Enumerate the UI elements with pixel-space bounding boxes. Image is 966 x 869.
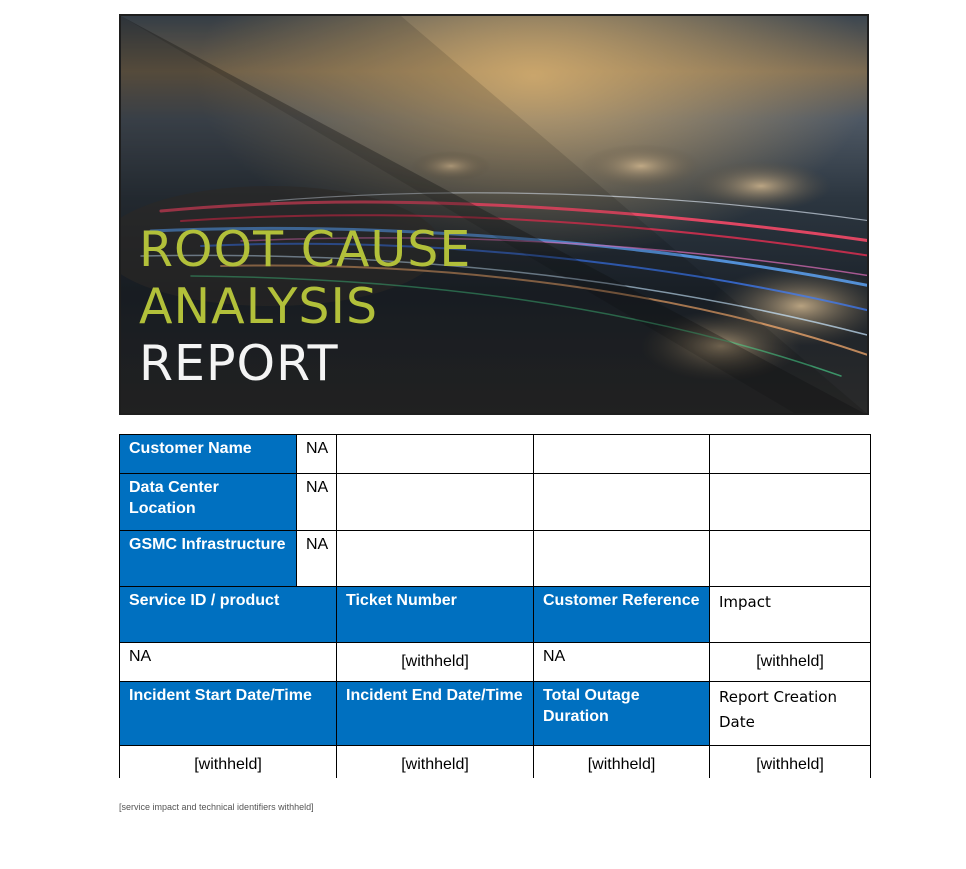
data-center-label: Data Center Location xyxy=(120,474,297,531)
ticket-number-label: Ticket Number xyxy=(337,587,534,643)
incident-end-value: [withheld] xyxy=(337,746,534,778)
customer-name-label: Customer Name xyxy=(120,435,297,474)
impact-label: Impact xyxy=(710,587,871,643)
customer-reference-value: NA xyxy=(534,643,710,682)
cover-title xyxy=(139,221,471,392)
gsmc-label: GSMC Infrastructure xyxy=(120,531,297,587)
data-center-value: NA xyxy=(297,474,337,531)
empty-cell xyxy=(337,531,534,587)
total-outage-label: Total Outage Duration xyxy=(534,682,710,746)
incident-end-label: Incident End Date/Time xyxy=(337,682,534,746)
empty-cell xyxy=(534,435,710,474)
empty-cell xyxy=(534,531,710,587)
report-info-table xyxy=(119,434,871,778)
empty-cell xyxy=(337,474,534,531)
incident-start-label: Incident Start Date/Time xyxy=(120,682,337,746)
service-id-value: NA xyxy=(120,643,337,682)
table-row xyxy=(120,435,871,474)
impact-value: [withheld] xyxy=(710,643,871,682)
empty-cell xyxy=(710,435,871,474)
table-row xyxy=(120,682,871,746)
table-row xyxy=(120,643,871,682)
empty-cell xyxy=(534,474,710,531)
cover-image xyxy=(119,14,869,415)
cover-title-line-2: ANALYSIS xyxy=(139,278,379,335)
service-id-label: Service ID / product xyxy=(120,587,337,643)
empty-cell xyxy=(710,531,871,587)
ticket-number-value: [withheld] xyxy=(337,643,534,682)
incident-start-value: [withheld] xyxy=(120,746,337,778)
customer-name-value: NA xyxy=(297,435,337,474)
gsmc-value: NA xyxy=(297,531,337,587)
cover-title-line-3: REPORT xyxy=(139,335,339,392)
report-creation-value: [withheld] xyxy=(710,746,871,778)
customer-reference-label: Customer Reference xyxy=(534,587,710,643)
report-creation-label: Report Creation Date xyxy=(710,682,871,746)
table-row xyxy=(120,474,871,531)
table-row xyxy=(120,587,871,643)
table-row xyxy=(120,746,871,778)
footnote: [service impact and technical identifiers withheld] xyxy=(119,802,314,812)
empty-cell xyxy=(710,474,871,531)
empty-cell xyxy=(337,435,534,474)
cover-title-line-1: ROOT CAUSE xyxy=(139,221,472,278)
table-row xyxy=(120,531,871,587)
total-outage-value: [withheld] xyxy=(534,746,710,778)
